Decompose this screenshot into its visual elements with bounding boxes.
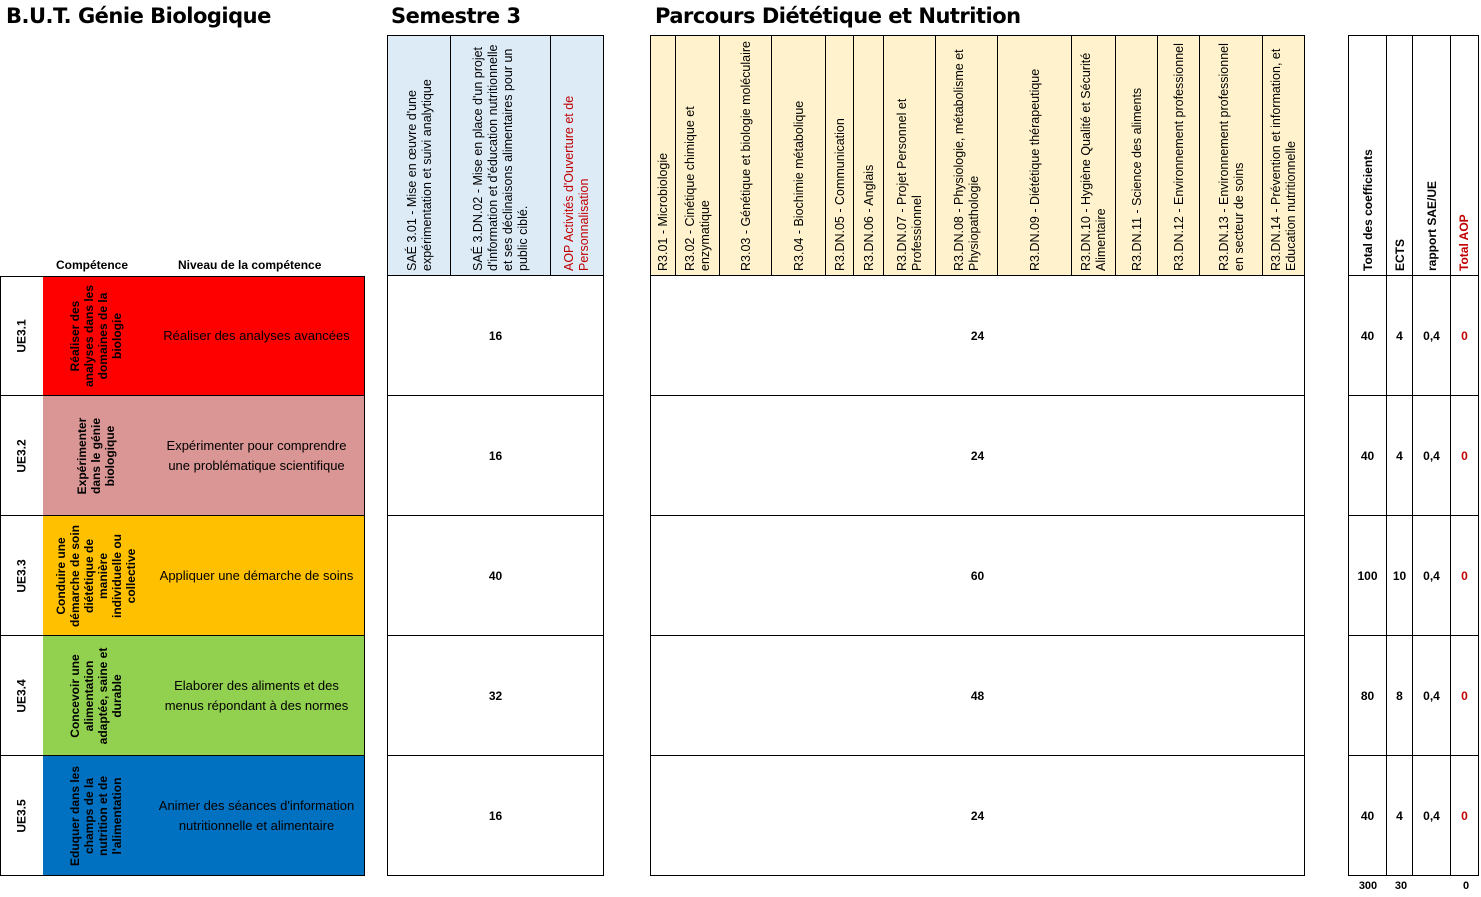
total-coefficients-cell: 40 xyxy=(1349,756,1387,876)
ue-label-cell xyxy=(0,396,44,516)
ects-cell: 4 xyxy=(1387,396,1413,516)
column-header xyxy=(551,36,603,275)
column-header xyxy=(1200,36,1263,275)
column-header-text: R3.DN.09 - Diététique thérapeutique xyxy=(1027,68,1042,271)
column-header-text: R3.03 - Génétique et biologie moléculaire xyxy=(738,41,753,271)
total-coefficients-cell: 80 xyxy=(1349,636,1387,756)
resource-coef-cell: 24 xyxy=(970,809,985,823)
column-header-text: R3.DN.07 - Projet Personnel et Professionnel xyxy=(895,98,924,271)
column-header xyxy=(720,36,772,275)
column-header-text: AOP Activités d'Ouverture et de Personnalisation xyxy=(562,95,591,271)
resource-coef-cell: 48 xyxy=(651,636,1304,756)
aop-total-cell: 0 xyxy=(1451,516,1478,636)
sae-coef-cell: 40 xyxy=(388,516,603,636)
total-column-text: rapport SAE/UE xyxy=(1424,180,1439,271)
ects-cell: 4 xyxy=(1387,756,1413,876)
footer-total-aop: 0 xyxy=(1462,880,1470,892)
column-header xyxy=(1072,36,1116,275)
total-column-header xyxy=(1413,36,1451,275)
competence-cell xyxy=(43,396,150,516)
niveau-header: Niveau de la compétence xyxy=(178,258,322,272)
competence-cell xyxy=(43,756,150,876)
competence-cell xyxy=(43,276,150,396)
sae-coef-cell: 16 xyxy=(388,276,603,396)
niveau-cell: Appliquer une démarche de soins xyxy=(149,516,365,636)
ratio-cell: 0,4 xyxy=(1413,396,1451,516)
ects-cell: 10 xyxy=(1387,516,1413,636)
competence-text: Expérimenter dans le génie biologique xyxy=(75,417,117,494)
semester-title: Semestre 3 xyxy=(391,4,521,28)
ue-label: UE3.2 xyxy=(14,438,29,473)
ratio-cell: 0,4 xyxy=(1413,276,1451,396)
ratio-cell: 0,4 xyxy=(1413,516,1451,636)
column-header-text: R3.02 - Cinétique chimique et enzymatique xyxy=(683,106,712,271)
column-header-text: R3.DN.05 - Communication xyxy=(832,118,847,271)
track-title: Parcours Diététique et Nutrition xyxy=(655,4,1021,28)
competence-text: Concevoir une alimentation adaptée, saine et durable xyxy=(68,647,124,744)
ratio-cell: 0,4 xyxy=(1413,636,1451,756)
competence-cell xyxy=(43,636,150,756)
ue-label: UE3.5 xyxy=(14,798,29,833)
ratio-cell: 0,4 xyxy=(1413,756,1451,876)
total-coefficients-cell: 40 xyxy=(1349,396,1387,516)
total-column-header xyxy=(1349,36,1387,275)
ue-label-cell xyxy=(0,276,44,396)
column-header-text: SAÉ 3.DN.02 - Mise en place d'un projet d'information et d'éducation nutritionnelle et ses déclinaisons alimentaires pour un public ciblé. xyxy=(471,44,530,271)
total-coefficients-cell: 100 xyxy=(1349,516,1387,636)
sae-header-block xyxy=(387,35,604,276)
competence-text: Eduquer dans les champs de la nutrition et de l'alimentation xyxy=(68,765,124,866)
column-header xyxy=(884,36,936,275)
aop-total-cell: 0 xyxy=(1451,636,1478,756)
column-header xyxy=(936,36,998,275)
footer-total-ects: 30 xyxy=(1394,880,1408,892)
competence-header: Compétence xyxy=(56,258,129,272)
column-header-text: R3.DN.12 - Environnement professionnel xyxy=(1171,43,1186,271)
total-coefficients-cell: 40 xyxy=(1349,276,1387,396)
column-header-text: R3.DN.11 - Science des aliments xyxy=(1129,87,1144,271)
column-header xyxy=(1263,36,1304,275)
aop-total-cell: 0 xyxy=(1451,396,1478,516)
ue-label-cell xyxy=(0,756,44,876)
resource-body-block xyxy=(650,275,1305,876)
column-header xyxy=(1158,36,1200,275)
column-header-text: R3.DN.13 - Environnement professionnel en secteur de soins xyxy=(1216,43,1246,271)
column-header xyxy=(854,36,884,275)
column-header xyxy=(451,36,551,275)
ue-label-cell xyxy=(0,516,44,636)
column-header xyxy=(1116,36,1158,275)
total-column-header xyxy=(1387,36,1413,275)
resource-coef-cell: 60 xyxy=(651,516,1304,636)
column-header-text: R3.DN.08 - Physiologie, métabolisme et Physiopathologie xyxy=(952,49,981,271)
sae-coef-cell: 32 xyxy=(388,636,603,756)
ue-label: UE3.4 xyxy=(14,678,29,713)
competence-cell xyxy=(43,516,150,636)
column-header xyxy=(651,36,676,275)
totals-body-block xyxy=(1348,275,1479,876)
competence-text: Réaliser des analyses dans les domaines de la biologie xyxy=(68,284,124,388)
ue-label: UE3.3 xyxy=(14,558,29,593)
column-header-text: R3.01 - Microbiologie xyxy=(656,152,670,271)
total-column-text: Total des coefficients xyxy=(1360,149,1375,271)
footer-total-coefficients: 300 xyxy=(1358,880,1378,892)
niveau-cell: Réaliser des analyses avancées xyxy=(149,276,365,396)
niveau-cell: Elaborer des aliments et des menus répondant à des normes xyxy=(149,636,365,756)
niveau-cell: Expérimenter pour comprendre une problématique scientifique xyxy=(149,396,365,516)
resource-coef-cell: 24 xyxy=(651,396,1304,516)
totals-header-block xyxy=(1348,35,1479,276)
aop-total-cell: 0 xyxy=(1461,809,1468,823)
main-title: B.U.T. Génie Biologique xyxy=(6,4,271,28)
aop-total-cell: 0 xyxy=(1451,276,1478,396)
column-header-text: R3.DN.06 - Anglais xyxy=(861,164,876,271)
total-column-header xyxy=(1451,36,1478,275)
ects-cell: 4 xyxy=(1387,276,1413,396)
column-header-text: SAÉ 3.01 - Mise en œuvre d'une expérimentation et suivi analytique xyxy=(404,79,434,271)
ects-cell: 8 xyxy=(1387,636,1413,756)
ue-label-cell xyxy=(0,636,44,756)
column-header xyxy=(388,36,451,275)
total-column-text: ECTS xyxy=(1392,238,1407,271)
resource-header-block xyxy=(650,35,1305,276)
ue-label: UE3.1 xyxy=(14,319,29,353)
resource-coef-cell: 24 xyxy=(651,276,1304,396)
column-header xyxy=(772,36,826,275)
column-header xyxy=(998,36,1072,275)
total-column-text: Total AOP xyxy=(1457,214,1471,271)
column-header xyxy=(826,36,854,275)
column-header-text: R3.DN.10 - Hygiène Qualité et Sécurité Alimentaire xyxy=(1079,52,1108,271)
niveau-cell: Animer des séances d'information nutritionnelle et alimentaire xyxy=(149,756,365,876)
sae-coef-cell: 16 xyxy=(488,809,503,823)
column-header-text: R3.DN.14 - Prévention et information, et Education nutritionnelle xyxy=(1268,48,1298,271)
competence-text: Conduire une démarche de soin diététique de manière individuelle ou collective xyxy=(54,524,138,627)
sae-coef-cell: 16 xyxy=(388,396,603,516)
column-header xyxy=(676,36,720,275)
sae-body-block xyxy=(387,275,604,876)
column-header-text: R3.04 - Biochimie métabolique xyxy=(791,100,806,271)
